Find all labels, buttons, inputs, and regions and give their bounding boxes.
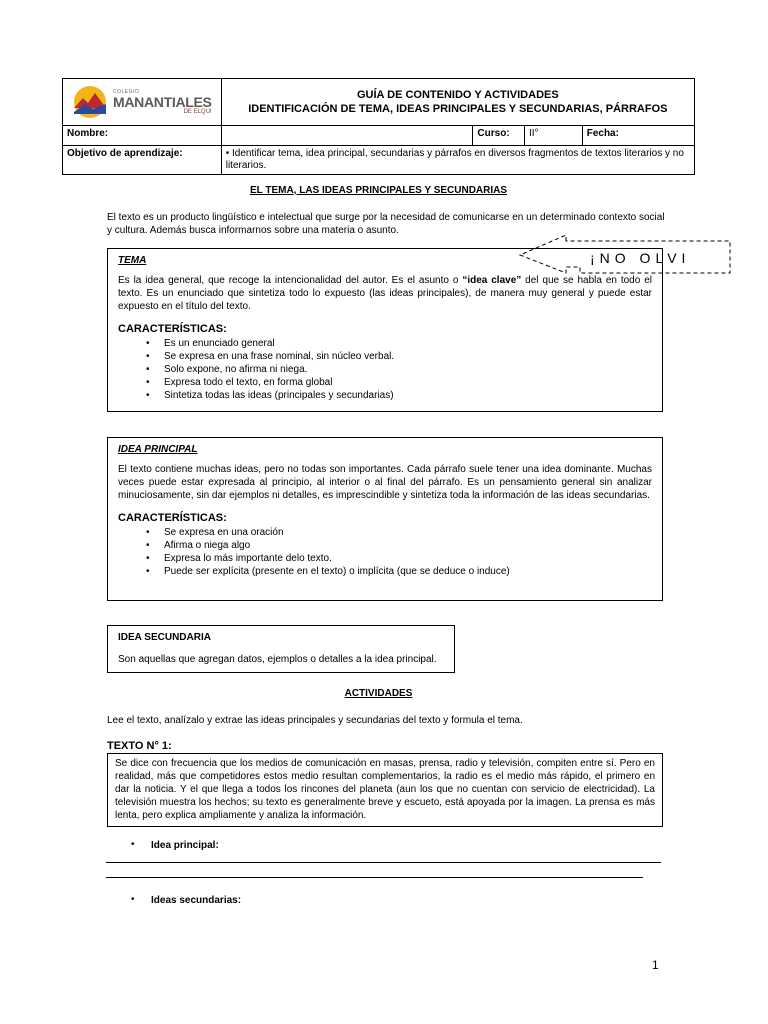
ideas-secundarias-bullet: • xyxy=(131,894,135,905)
tema-caracteristicas-list xyxy=(118,337,652,402)
tema-title: TEMA xyxy=(118,255,147,266)
list-item: • Puede ser explícita (presente en el texto) o implícita (que se deduce o induce) xyxy=(164,565,652,578)
answer-line[interactable] xyxy=(106,877,643,878)
fecha-label: Fecha: xyxy=(586,128,619,139)
section-title: EL TEMA, LAS IDEAS PRINCIPALES Y SECUNDARIAS xyxy=(249,185,508,196)
tema-text-part: del que se habla en todo el texto. Es un enunciado que sintetiza todo lo expuesto (las ideas principales), de manera muy general y puede estar expuesto en el título del texto. xyxy=(118,275,652,312)
texto-1-label: TEXTO N° 1: xyxy=(107,740,172,752)
idea-principal-title: IDEA PRINCIPAL xyxy=(118,444,198,455)
list-item: • Expresa lo más importante delo texto. xyxy=(164,552,652,565)
list-item: • Se expresa en una frase nominal, sin núcleo verbal. xyxy=(164,350,652,363)
idea-principal-caracteristicas-list xyxy=(118,526,652,578)
actividades-instruction: Lee el texto, analízalo y extrae las ideas principales y secundarias del texto y formula el tema. xyxy=(107,715,523,726)
list-item: • Se expresa en una oración xyxy=(164,526,652,539)
ideas-secundarias-answer-label: Ideas secundarias: xyxy=(151,895,242,906)
idea-principal-definition: El texto contiene muchas ideas, pero no todas son importantes. Cada párrafo suele tener una idea dominante. Muchas veces puede estar expresada al principio, al interior o al final del párrafo. Es un pensamiento general sin analizar minuciosamente, sin dar ejemplos ni detalles, es imprescindible y sintetiza toda la información de las ideas secundarias. xyxy=(118,464,652,501)
page-number: 1 xyxy=(652,958,659,972)
guide-title-line1: GUÍA DE CONTENIDO Y ACTIVIDADES xyxy=(357,89,559,101)
tema-text-part: Es la idea general, que recoge la intencionalidad del autor. Es el asunto o xyxy=(118,275,463,286)
mountain-sun-icon xyxy=(71,84,109,120)
objetivo-text: • Identificar tema, idea principal, secundarias y párrafos en diversos fragmentos de textos literarios y no literarios. xyxy=(221,146,694,175)
list-item: • Afirma o niega algo xyxy=(164,539,652,552)
curso-value: II° xyxy=(524,126,582,146)
header-table xyxy=(62,78,695,175)
idea-secundaria-definition: Son aquellas que agregan datos, ejemplos o detalles a la idea principal. xyxy=(118,654,437,665)
idea-secundaria-title: IDEA SECUNDARIA xyxy=(118,632,211,643)
texto-1-box xyxy=(107,753,663,827)
guide-title-line2: IDENTIFICACIÓN DE TEMA, IDEAS PRINCIPALES Y SECUNDARIAS, PÁRRAFOS xyxy=(248,103,668,115)
idea-secundaria-box xyxy=(107,625,455,673)
intro-paragraph: El texto es un producto lingüístico e intelectual que surge por la necesidad de comunicarse en un determinado contexto social y cultura. Además busca informarnos sobre una materia o asunto. xyxy=(107,212,665,236)
guide-title xyxy=(221,79,694,126)
logo-small-text: COLEGIO xyxy=(113,88,140,95)
logo-name: MANANTIALES xyxy=(113,93,212,110)
nombre-field[interactable] xyxy=(221,126,473,146)
actividades-title: ACTIVIDADES xyxy=(344,688,413,699)
idea-clave-text: “idea clave” xyxy=(462,275,522,286)
school-logo xyxy=(71,84,213,120)
list-item: • Sintetiza todas las ideas (principales y secundarias) xyxy=(164,389,652,402)
list-item: • Solo expone, no afirma ni niega. xyxy=(164,363,652,376)
objetivo-label: Objetivo de aprendizaje: xyxy=(63,146,222,175)
tema-definition xyxy=(118,274,652,313)
idea-principal-answer-label: Idea principal: xyxy=(151,840,219,851)
curso-label: Curso: xyxy=(473,126,525,146)
list-item: • Expresa todo el texto, en forma global xyxy=(164,376,652,389)
no-olvides-callout: ¡NO OLVI xyxy=(590,250,691,266)
answer-line[interactable] xyxy=(106,862,661,863)
tema-caracteristicas-label: CARACTERÍSTICAS: xyxy=(118,323,227,335)
logo-cell xyxy=(63,79,222,126)
idea-principal-caracteristicas-label: CARACTERÍSTICAS: xyxy=(118,512,227,524)
nombre-label: Nombre: xyxy=(63,126,222,146)
idea-principal-bullet: • xyxy=(131,839,135,850)
fecha-cell[interactable] xyxy=(582,126,694,146)
logo-subtitle: DE ELQUI xyxy=(183,108,212,115)
list-item: • Es un enunciado general xyxy=(164,337,652,350)
idea-principal-box xyxy=(107,437,663,601)
texto-1-body: Se dice con frecuencia que los medios de comunicación en masas, prensa, radio y televisión, compiten entre sí. Pero en realidad, más que competidores estos medio resultan complementarios, la radio es el medio más rápido, el primero en dar la noticia. Y el que llega a todos los rincones del planeta (aun los que no cuentan con servicio de electricidad). La televisión muestra los hechos; su texto es generalmente breve y escueto, está apoyada por la imagen. La prensa es más lenta, pero explica ampliamente y analiza la información. xyxy=(115,758,655,821)
